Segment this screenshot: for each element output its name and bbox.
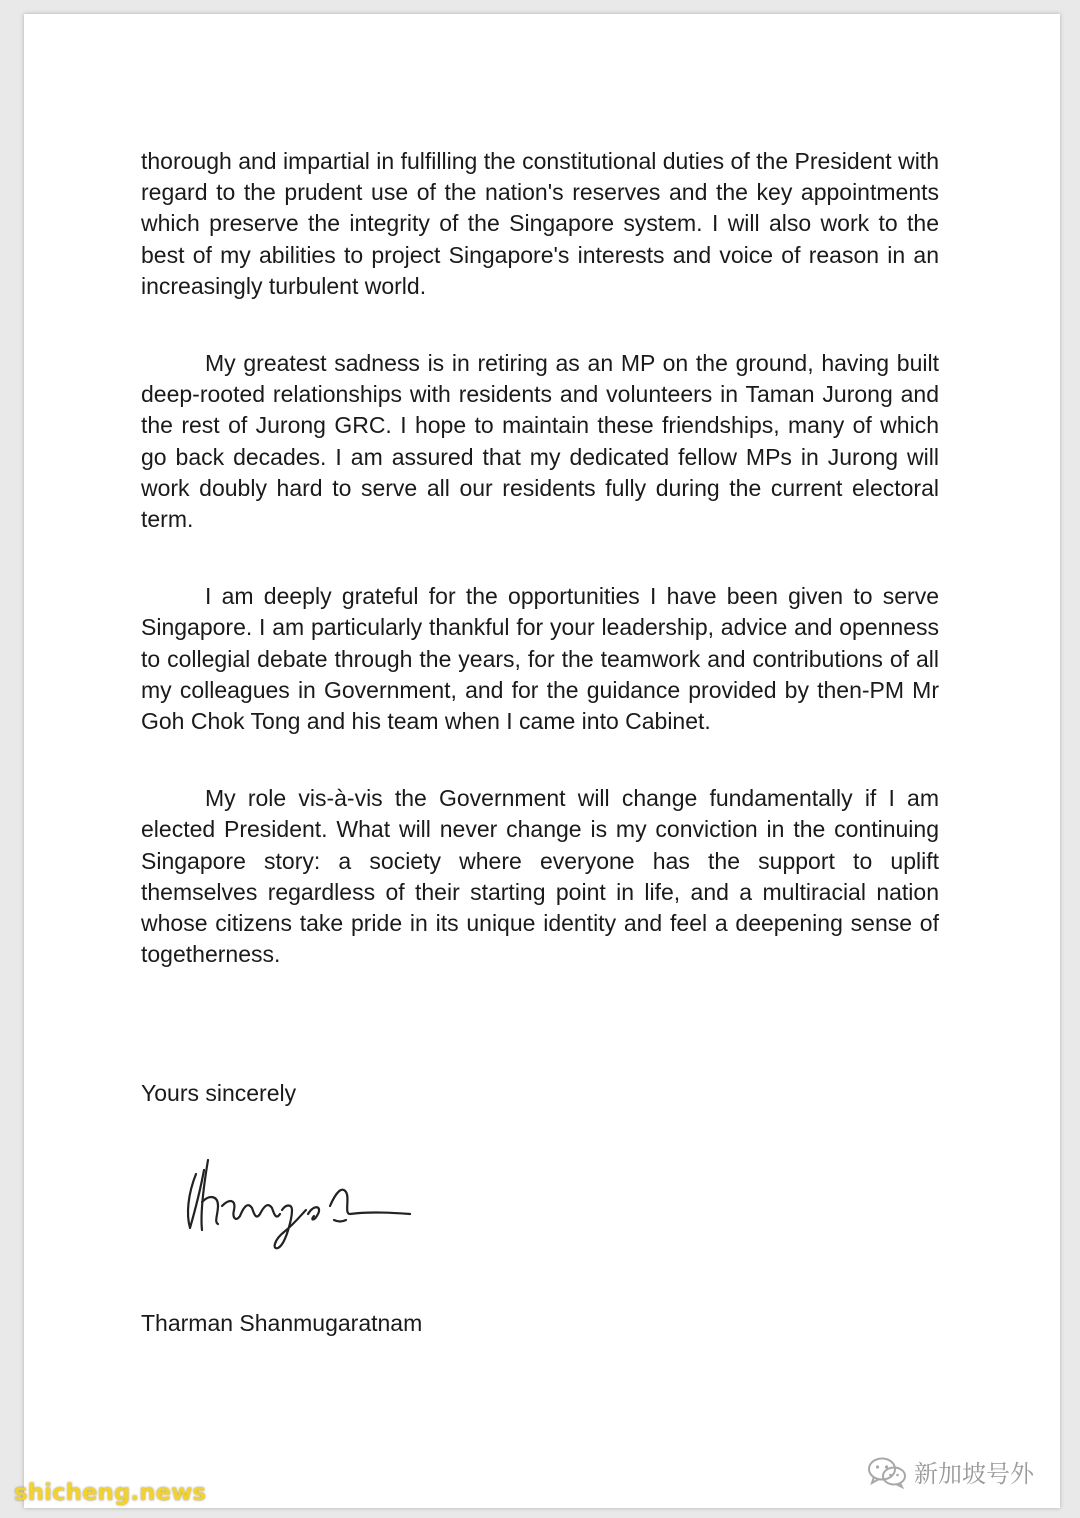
- channel-name: 新加坡号外: [914, 1460, 1034, 1488]
- paragraph-3: I am deeply grateful for the opportunities I have been given to serve Singapore. I am particularly thankful for your leadership, advice and openness to collegial debate through the years, for the teamwork and contributions of all my colleagues in Government, and for the guidance provided by then-PM Mr Goh Chok Tong and his team when I came into Cabinet.: [141, 583, 939, 735]
- paragraph-4: My role vis-à-vis the Government will change fundamentally if I am elected President. What will never change is my conviction in the continuing Singapore story: a society where everyone has the support to uplift themselves regardless of their starting point in life, and a multiracial nation whose citizens take pride in its unique identity and feel a deepening sense of togetherness.: [141, 785, 939, 968]
- channel-watermark: [866, 1454, 1034, 1489]
- letter-body: [141, 146, 939, 970]
- paragraph-1: thorough and impartial in fulfilling the constitutional duties of the President with regard to the prudent use of the nation's reserves and the key appointments which preserve the integrity of the Singapore system. I will also work to the best of my abilities to project Singapore's interests and voice of reason in an increasingly turbulent world.: [141, 148, 939, 299]
- signer-name: Tharman Shanmugaratnam: [141, 1310, 423, 1336]
- handwritten-signature: [174, 1144, 434, 1254]
- letter-page: [24, 14, 1060, 1508]
- closing-line: Yours sincerely: [141, 1080, 297, 1106]
- wechat-icon: [866, 1455, 908, 1489]
- paragraph-2: My greatest sadness is in retiring as an MP on the ground, having built deep-rooted relationships with residents and volunteers in Taman Jurong and the rest of Jurong GRC. I hope to maintain these friendships, many of which go back decades. I am assured that my dedicated fellow MPs in Jurong will work doubly hard to serve all our residents fully during the current electoral term.: [141, 350, 939, 533]
- site-watermark: shicheng.news: [14, 1480, 207, 1506]
